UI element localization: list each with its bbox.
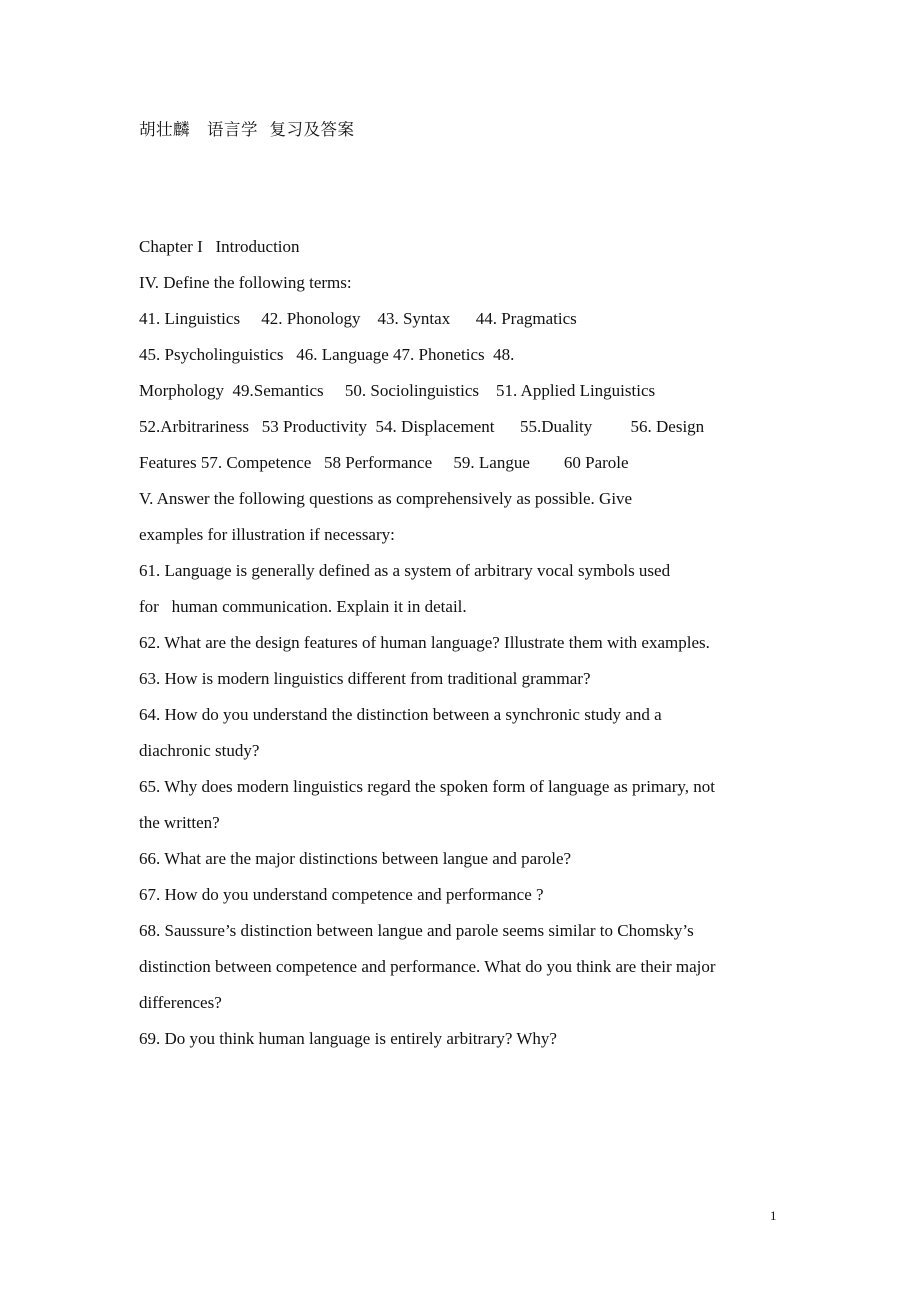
question-line: 63. How is modern linguistics different from traditional grammar? <box>139 669 591 688</box>
question-line: 61. Language is generally defined as a system of arbitrary vocal symbols used <box>139 561 671 580</box>
question-line: diachronic study? <box>139 741 260 760</box>
terms-line: 45. Psycholinguistics 46. Language 47. Phonetics 48. <box>139 345 515 364</box>
question-line: the written? <box>139 813 220 832</box>
document-title: 胡壮麟 语言学 复习及答案 <box>139 120 355 139</box>
terms-line: 52.Arbitrariness 53 Productivity 54. Displacement 55.Duality 56. Design <box>139 417 705 436</box>
question-line: distinction between competence and performance. What do you think are their major <box>139 957 716 976</box>
question-line: differences? <box>139 993 222 1012</box>
question-line: 68. Saussure’s distinction between langue and parole seems similar to Chomsky’s <box>139 921 694 940</box>
section-iv-heading: IV. Define the following terms: <box>139 273 352 292</box>
terms-line: 41. Linguistics 42. Phonology 43. Syntax 44. Pragmatics <box>139 309 577 328</box>
section-v-heading: V. Answer the following questions as comprehensively as possible. Give <box>139 489 633 508</box>
question-line: for human communication. Explain it in detail. <box>139 597 467 616</box>
question-line: 67. How do you understand competence and performance ? <box>139 885 544 904</box>
section-v-heading: examples for illustration if necessary: <box>139 525 395 544</box>
question-line: 65. Why does modern linguistics regard the spoken form of language as primary, not <box>139 777 715 796</box>
question-line: 66. What are the major distinctions between langue and parole? <box>139 849 572 868</box>
question-line: 69. Do you think human language is entirely arbitrary? Why? <box>139 1029 557 1048</box>
question-line: 64. How do you understand the distinction between a synchronic study and a <box>139 705 662 724</box>
terms-line: Morphology 49.Semantics 50. Sociolinguistics 51. Applied Linguistics <box>139 381 656 400</box>
terms-line: Features 57. Competence 58 Performance 59. Langue 60 Parole <box>139 453 629 472</box>
chapter-heading: Chapter I Introduction <box>139 237 300 256</box>
page-number: 1 <box>770 1208 777 1223</box>
question-line: 62. What are the design features of human language? Illustrate them with examples. <box>139 633 710 652</box>
